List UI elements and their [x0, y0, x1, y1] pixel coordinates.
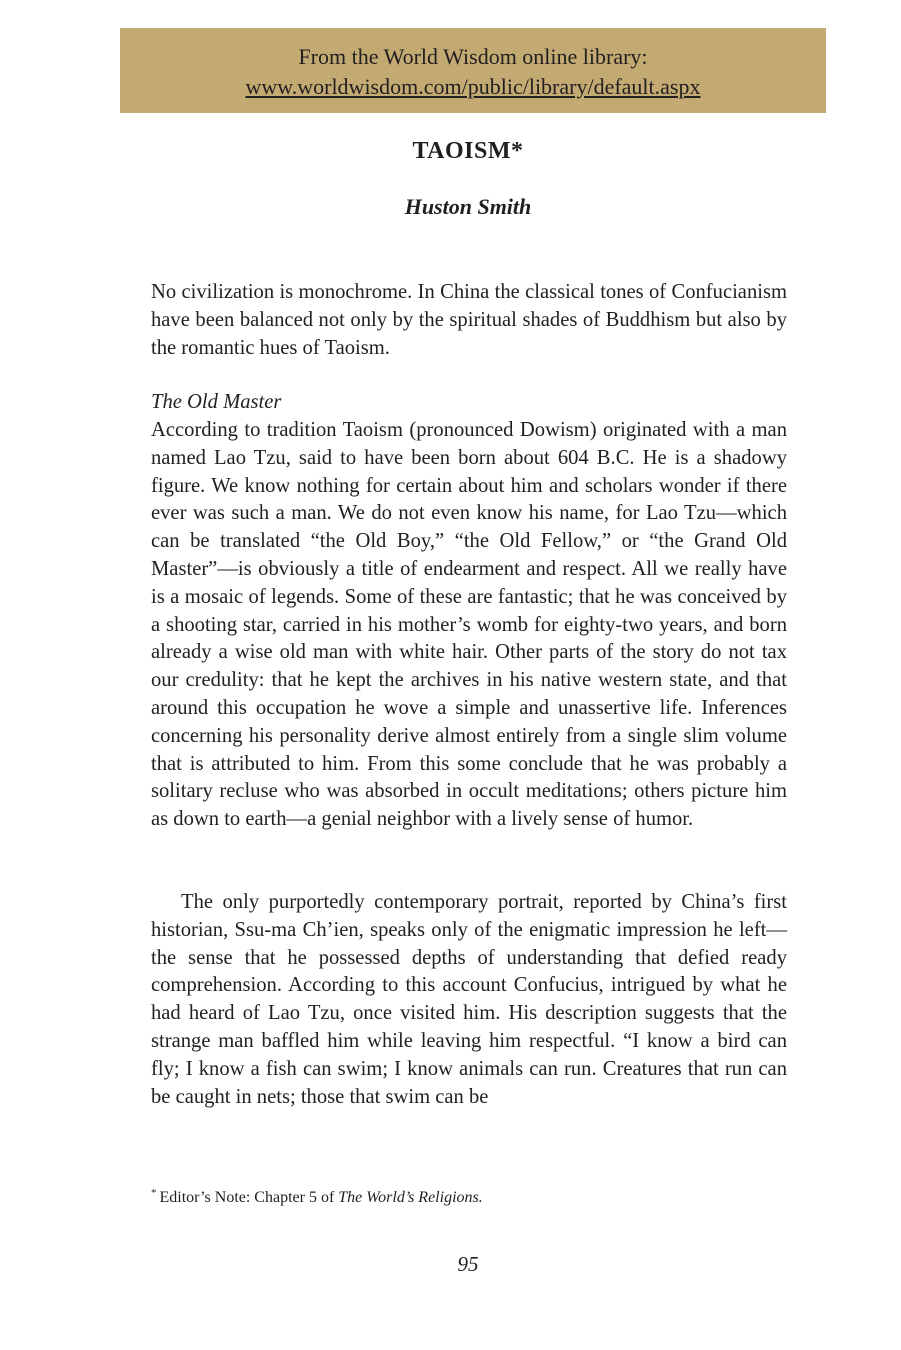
author-name: Huston Smith — [404, 194, 532, 219]
footnote — [151, 1180, 483, 1211]
section-heading: The Old Master — [151, 391, 282, 413]
body-paragraph-2: The only purportedly contemporary portrait, reported by China’s first historian, Ssu-ma Ch’ien, speaks only of the enigmatic impression he left—the sense that he possessed depths of understanding that defied ready comprehension. According to this account Confucius, intrigued by what he had heard of Lao Tzu, once visited him. His description suggests that the strange man baffled him while leaving him respectful. “I know a bird can fly; I know a fish can swim; I know animals can run. Creatures that run can be caught in nets; those that swim can be — [151, 891, 787, 1108]
body-paragraph-1: According to tradition Taoism (pronounced Dowism) originated with a man named Lao Tzu, said to have been born about 604 B.C. He is a shadowy figure. We know nothing for certain about him and scholars wonder if there ever was such a man. We do not even know his name, for Lao Tzu—which can be translated “the Old Boy,” “the Old Fellow,” or “the Grand Old Master”—is obviously a title of endearment and respect. All we really have is a mosaic of legends. Some of these are fantastic; that he was conceived by a shooting star, carried in his mother’s womb for eighty-two years, and born already a wise old man with white hair. Other parts of the story do not tax our credulity: that he kept the archives in his native western state, and that around this occupation he wove a simple and unassertive life. Inferences concerning his personality derive almost entirely from a single slim volume that is attributed to him. From this some conclude that he was probably a solitary recluse who was absorbed in occult meditations; others picture him as down to earth—a genial neighbor with a lively sense of humor. — [151, 419, 787, 831]
footnote-book-title: The World’s Religions. — [338, 1189, 483, 1206]
chapter-title: TAOISM* — [412, 138, 524, 164]
footnote-marker: * — [151, 1187, 157, 1199]
banner-caption: From the World Wisdom online library: — [298, 44, 648, 69]
library-url-link[interactable]: www.worldwisdom.com/public/library/default.aspx — [245, 74, 701, 99]
intro-paragraph: No civilization is monochrome. In China the classical tones of Confucianism have been balanced not only by the spiritual shades of Buddhism but also by the romantic hues of Taoism. — [151, 281, 787, 359]
page-number: 95 — [457, 1252, 479, 1276]
footnote-text: Editor’s Note: Chapter 5 of — [159, 1189, 339, 1206]
library-banner — [120, 28, 826, 113]
